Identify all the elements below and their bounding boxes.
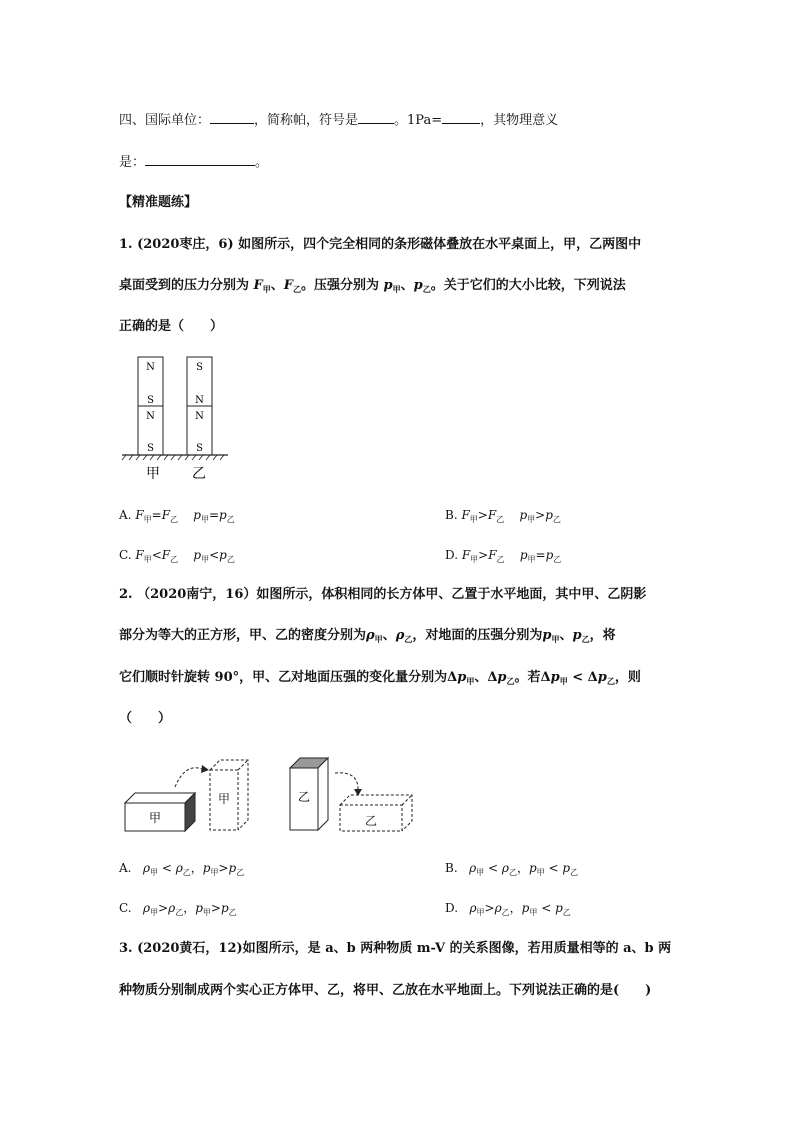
q2-option-c[interactable]: C. $\rho_甲>\rho_乙$，$p_甲>p_乙$	[119, 901, 237, 917]
pole-label: S	[196, 443, 203, 454]
rotate-arrow-jia	[175, 765, 209, 787]
q3-stem-line-1: 3. (2020黄石，12)如图所示，是 a、b 两种物质 m-V 的关系图像，若用质量相等的 a、b 两	[119, 941, 672, 956]
q2-stem-line-2: 部分为等大的正方形，甲、乙的密度分别为$\rho_甲$、$\rho_乙$，对地面的压强分别为$p_甲$、$p_乙$，将	[119, 628, 616, 644]
q1-stem-line-3: 正确的是（ ）	[119, 319, 224, 334]
q2-option-a[interactable]: A. $\rho_甲 < \rho_乙$，$p_甲>p_乙$	[119, 861, 245, 877]
pole-label: S	[147, 443, 154, 454]
q2-stem-line-1: 2. （2020南宁，16）如图所示，体积相同的长方体甲、乙置于水平地面，其中甲、乙阴影	[119, 587, 647, 602]
meaning-label: ，其物理意义	[480, 113, 559, 128]
q2-stem-line-3: 它们顺时针旋转 90°，甲、乙对地面压强的变化量分别为$\Delta p_甲$、$\Delta p_乙$。若$\Delta p_甲 < \Delta p_乙$，则	[119, 670, 641, 686]
q2-rotation-figure	[120, 755, 430, 835]
block-jia-upright-dashed	[210, 760, 248, 830]
table-surface	[122, 455, 228, 460]
unit-label: 四、国际单位：	[119, 113, 211, 128]
q1-stem-line-2: 桌面受到的压力分别为 $F_甲$、$F_乙$。压强分别为 $p_甲$、$p_乙$。关于它们的大小比较，下列说法	[119, 278, 626, 294]
block-jia-flat	[125, 793, 195, 831]
figure-label-yi: 乙	[192, 466, 206, 482]
meaning-prefix: 是：	[119, 155, 146, 170]
q2-option-b[interactable]: B. $\rho_甲 < \rho_乙$，$p_甲 < p_乙$	[445, 861, 579, 877]
svg-text:甲: 甲	[217, 792, 231, 806]
block-yi-flat-dashed	[340, 795, 412, 831]
pole-label: N	[195, 395, 204, 406]
q1-option-b[interactable]: B. $F_甲>F_乙$ $p_甲>p_乙$	[445, 508, 561, 524]
abbrev-label: ，简称帕，符号是	[254, 113, 359, 128]
q1-option-c[interactable]: C. $F_甲<F_乙$ $p_甲<p_乙$	[119, 548, 235, 564]
q1-magnet-figure	[118, 355, 238, 485]
answer-blank[interactable]	[442, 110, 480, 124]
period: 。	[255, 155, 269, 170]
pole-label: N	[195, 411, 204, 422]
pole-label: S	[196, 362, 203, 373]
block-yi-upright	[290, 758, 328, 830]
q3-stem-line-2: 种物质分别制成两个实心正方体甲、乙，将甲、乙放在水平地面上。下列说法正确的是( )	[119, 983, 652, 998]
answer-blank[interactable]	[145, 152, 255, 166]
magnet-stack-yi	[187, 357, 212, 455]
answer-blank[interactable]	[358, 110, 394, 124]
q1-option-a[interactable]: A. $F_甲=F_乙$ $p_甲=p_乙$	[119, 508, 235, 524]
q1-option-d[interactable]: D. $F_甲>F_乙$ $p_甲=p_乙$	[445, 548, 562, 564]
q1-stem-line-1: 1. (2020枣庄，6) 如图所示，四个完全相同的条形磁体叠放在水平桌面上，甲，乙两图中	[119, 237, 642, 252]
pole-label: S	[147, 395, 154, 406]
answer-blank[interactable]	[210, 110, 254, 124]
svg-text:乙: 乙	[297, 790, 311, 804]
pole-label: N	[146, 411, 155, 422]
practice-heading: 【精准题练】	[119, 195, 198, 210]
q2-option-d[interactable]: D. $\rho_甲>\rho_乙$，$p_甲 < p_乙$	[445, 901, 571, 917]
q2-stem-line-4: （ ）	[119, 711, 172, 726]
pa-label: 。1Pa=	[394, 113, 443, 128]
pole-label: N	[146, 362, 155, 373]
svg-text:甲: 甲	[148, 811, 162, 825]
svg-text:乙: 乙	[364, 814, 378, 828]
figure-label-jia: 甲	[146, 466, 160, 482]
section-four-line-1	[119, 110, 558, 130]
rotate-arrow-yi	[335, 773, 362, 796]
magnet-stack-jia	[138, 357, 163, 455]
section-four-line-2	[119, 152, 268, 172]
